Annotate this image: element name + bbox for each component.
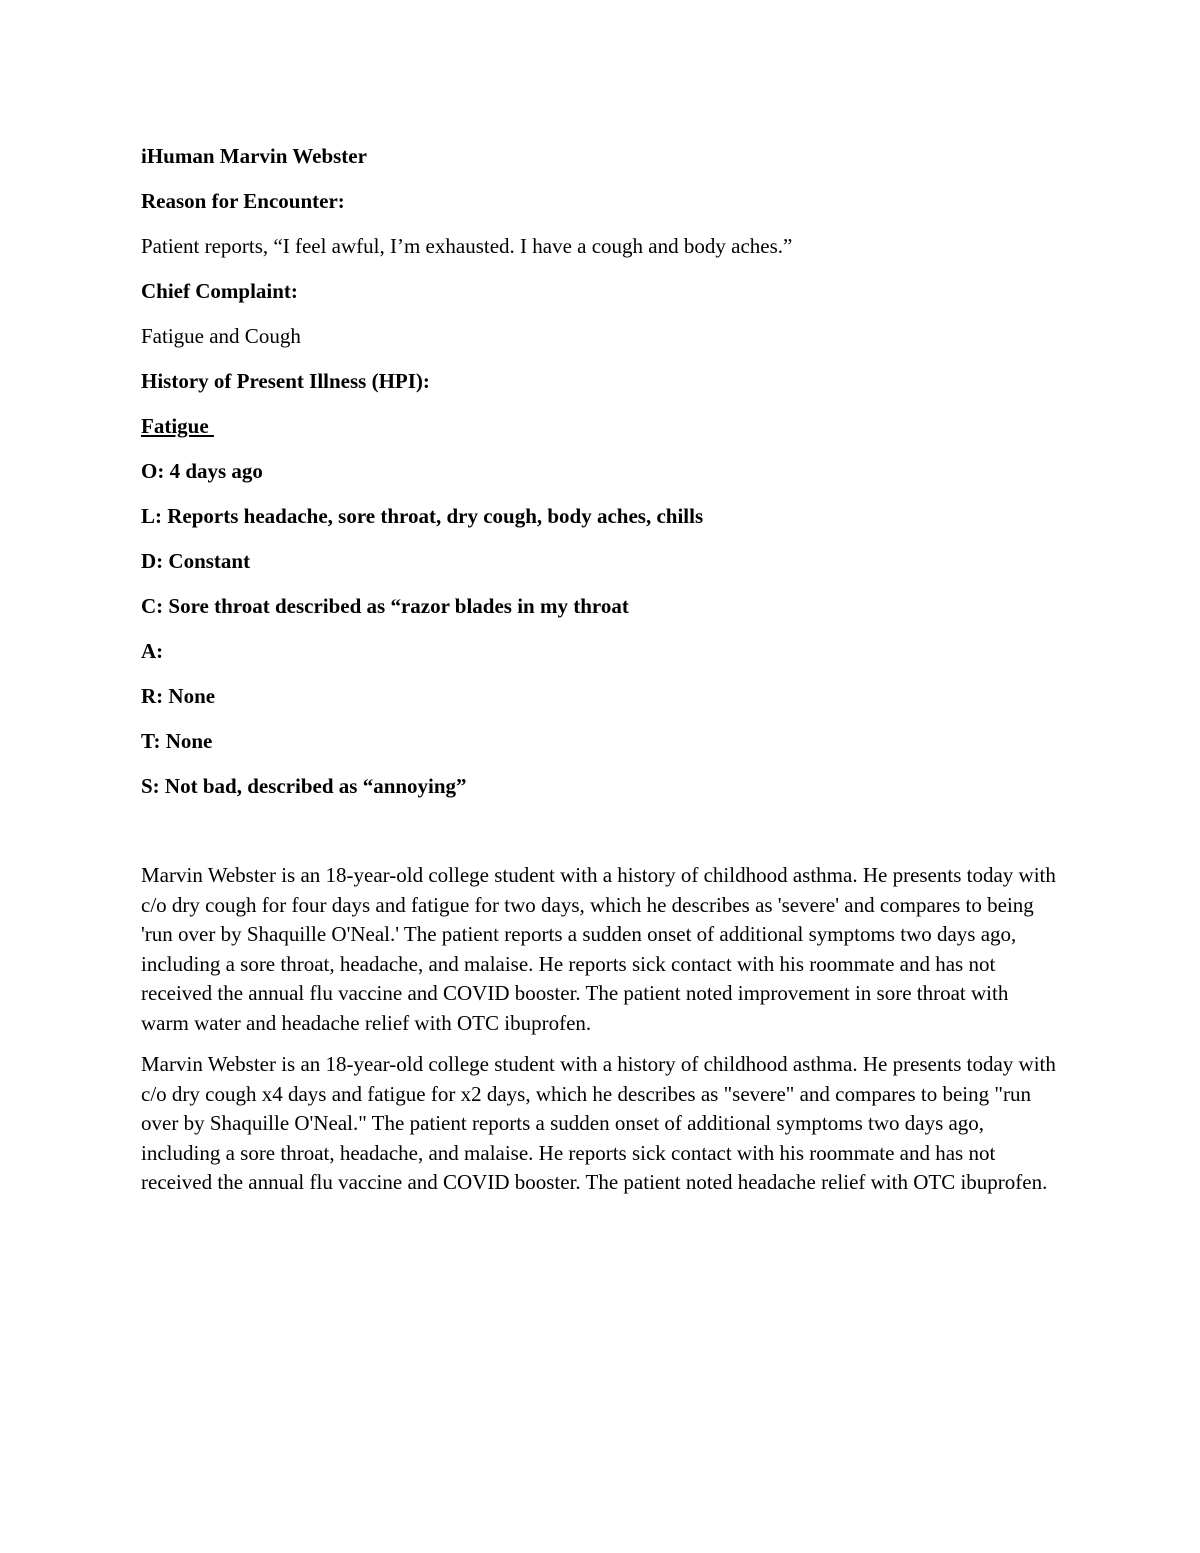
oldcarts-relieving: R: None	[141, 684, 216, 708]
hpi-subheading: Fatigue	[141, 414, 214, 438]
hpi-heading: History of Present Illness (HPI):	[141, 369, 430, 393]
document-body	[141, 141, 1061, 1210]
oldcarts-timing: T: None	[141, 729, 213, 753]
chief-complaint-text: Fatigue and Cough	[141, 324, 301, 348]
oldcarts-duration: D: Constant	[141, 549, 251, 573]
document-title: iHuman Marvin Webster	[141, 144, 367, 168]
oldcarts-onset: O: 4 days ago	[141, 459, 263, 483]
hpi-paragraph: Marvin Webster is an 18-year-old college student with a history of childhood asthma. He presents today with c/o dry cough x4 days and fatigue for x2 days, which he describes as "severe" and compares to being "run over by Shaquille O'Neal." The patient reports a sudden onset of additional symptoms two days ago, including a sore throat, headache, and malaise. He reports sick contact with his roommate and has not received the annual flu vaccine and COVID booster. The patient noted headache relief with OTC ibuprofen.	[141, 1052, 1056, 1194]
oldcarts-aggravating: A:	[141, 639, 164, 663]
section-spacer	[141, 816, 1061, 861]
chief-complaint-heading: Chief Complaint:	[141, 279, 298, 303]
reason-heading: Reason for Encounter:	[141, 189, 345, 213]
oldcarts-character: C: Sore throat described as “razor blades in my throat	[141, 594, 629, 618]
oldcarts-location: L: Reports headache, sore throat, dry cough, body aches, chills	[141, 504, 704, 528]
oldcarts-severity: S: Not bad, described as “annoying”	[141, 774, 467, 798]
hpi-paragraph: Marvin Webster is an 18-year-old college student with a history of childhood asthma. He presents today with c/o dry cough for four days and fatigue for two days, which he describes as 'severe' and compares to being 'run over by Shaquille O'Neal.' The patient reports a sudden onset of additional symptoms two days ago, including a sore throat, headache, and malaise. He reports sick contact with his roommate and has not received the annual flu vaccine and COVID booster. The patient noted improvement in sore throat with warm water and headache relief with OTC ibuprofen.	[141, 863, 1056, 1035]
reason-text: Patient reports, “I feel awful, I’m exhausted. I have a cough and body aches.”	[141, 234, 793, 258]
